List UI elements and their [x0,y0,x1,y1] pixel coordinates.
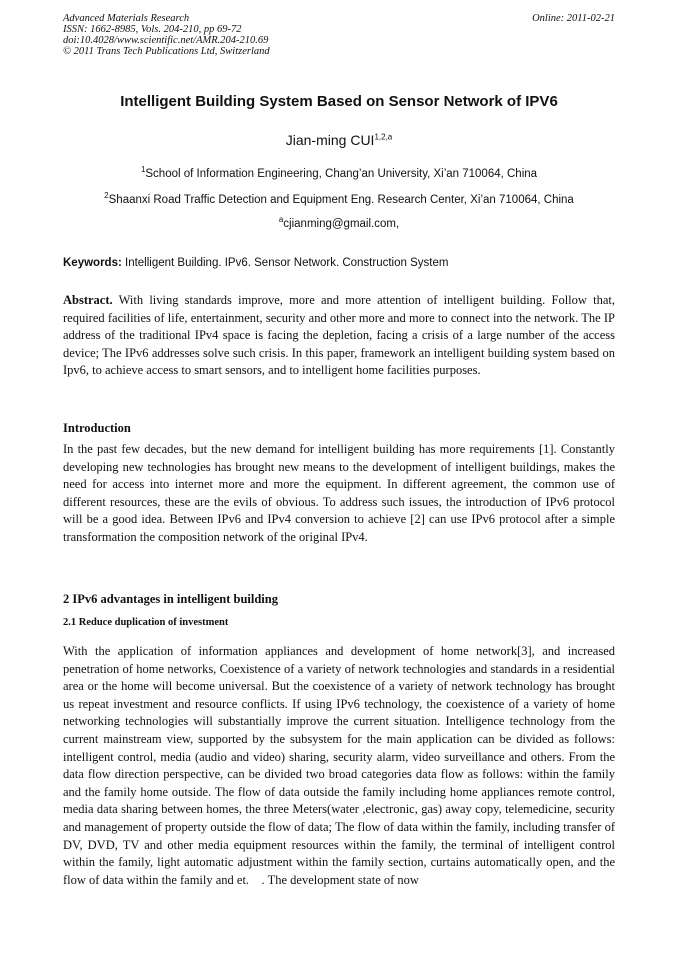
introduction-paragraph: In the past few decades, but the new demand for intelligent building has more requirements [1]. Constantly developing new technologies has brought new means to the development of intelligent buildings, makes the need for access into internet more and more the equipment. In different agreement, the common use of different resources, these are the evils of obvious. To address such issues, the introduction of IPv6 protocol will be a good idea. Between IPv6 and IPv4 conversion to achieve [2] can use IPv6 protocol after a simple transformation the composition network of the original IPv4. [63,442,615,544]
affiliation-1 [20,167,658,181]
email-text[interactable]: cjianming@gmail.com, [283,218,400,230]
journal-name: Advanced Materials Research [63,13,190,24]
author-email [20,217,658,231]
journal-issn: ISSN: 1662-8985, Vols. 204-210, pp 69-72 [63,24,242,35]
journal-copyright: © 2011 Trans Tech Publications Ltd, Switzerland [63,46,270,57]
keywords [63,256,615,270]
affiliation-2-superscript: 2 [104,191,109,201]
paper-title: Intelligent Building System Based on Sensor Network of IPV6 [120,93,558,110]
section-heading-2: 2 IPv6 advantages in intelligent building [63,592,278,606]
author-superscript: 1,2,a [374,132,393,142]
abstract-text: With living standards improve, more and more attention of intelligent building. Follow that, required facilities of life, entertainment, security and other more and more to connect into the network. The IP address of the traditional IPv4 space is facing the depletion, facing a crisis of a large number of the access device; The IPv6 addresses solve such crisis. In this paper, framework an intelligent building system based on Ipv6, to achieve access to smart sensors, and to intelligent home facilities purposes. [63,293,615,378]
journal-doi[interactable]: doi:10.4028/www.scientific.net/AMR.204-210.69 [63,35,269,46]
affiliation-1-text: School of Information Engineering, Chang’an University, Xi’an 710064, China [145,168,538,180]
affiliation-1-superscript: 1 [140,165,146,175]
section-heading-introduction: Introduction [63,421,131,435]
abstract-label: Abstract. [63,293,113,307]
subsection-heading-2-1: 2.1 Reduce duplication of investment [63,617,229,628]
email-superscript: a [278,215,284,225]
author-name: Jian-ming CUI [285,132,375,148]
online-date: Online: 2011-02-21 [532,13,615,24]
author-line [40,132,638,148]
keywords-label: Keywords: [63,257,122,269]
affiliation-2 [20,193,658,207]
abstract [63,292,615,380]
keywords-text: Intelligent Building. IPv6. Sensor Network. Construction System [125,257,449,269]
affiliation-2-text: Shaanxi Road Traffic Detection and Equipment Eng. Research Center, Xi’an 710064, China [108,194,574,206]
journal-header [63,13,483,57]
subsection-2-1-paragraph: With the application of information appliances and development of home network[3], and increased penetration of home networks, Coexistence of a variety of network technologies and standards in a residential area or the home will become universal. But the coexistence of a variety of network technology has brought us repeat investment and resource conflicts. If using IPv6 technology, the coexistence of a variety of home networking technologies will substantially improve the current situation. Intelligence technology from the current mainstream view, supported by the subsystem for the main application can be divided as follows: intelligent control, media (audio and video) sharing, security alarm, video surveillance and others. From the data flow direction perspective, can be divided two broad categories data flow as follows: within the family and the family home outside. The flow of data outside the family including home appliances remote control, media data sharing between homes, the three Meters(water ,electronic, gas) away copy, telemedicine, security and management of property outside the flow of data; The flow of data within the family, including transfer of DV, DVD, TV and other media equipment resources within the family, the terminal of intelligent control within the family, light automatic adjustment within the family section, curtains automatically open, and the flow of data within the family and et. . The development state of now [63,644,615,887]
